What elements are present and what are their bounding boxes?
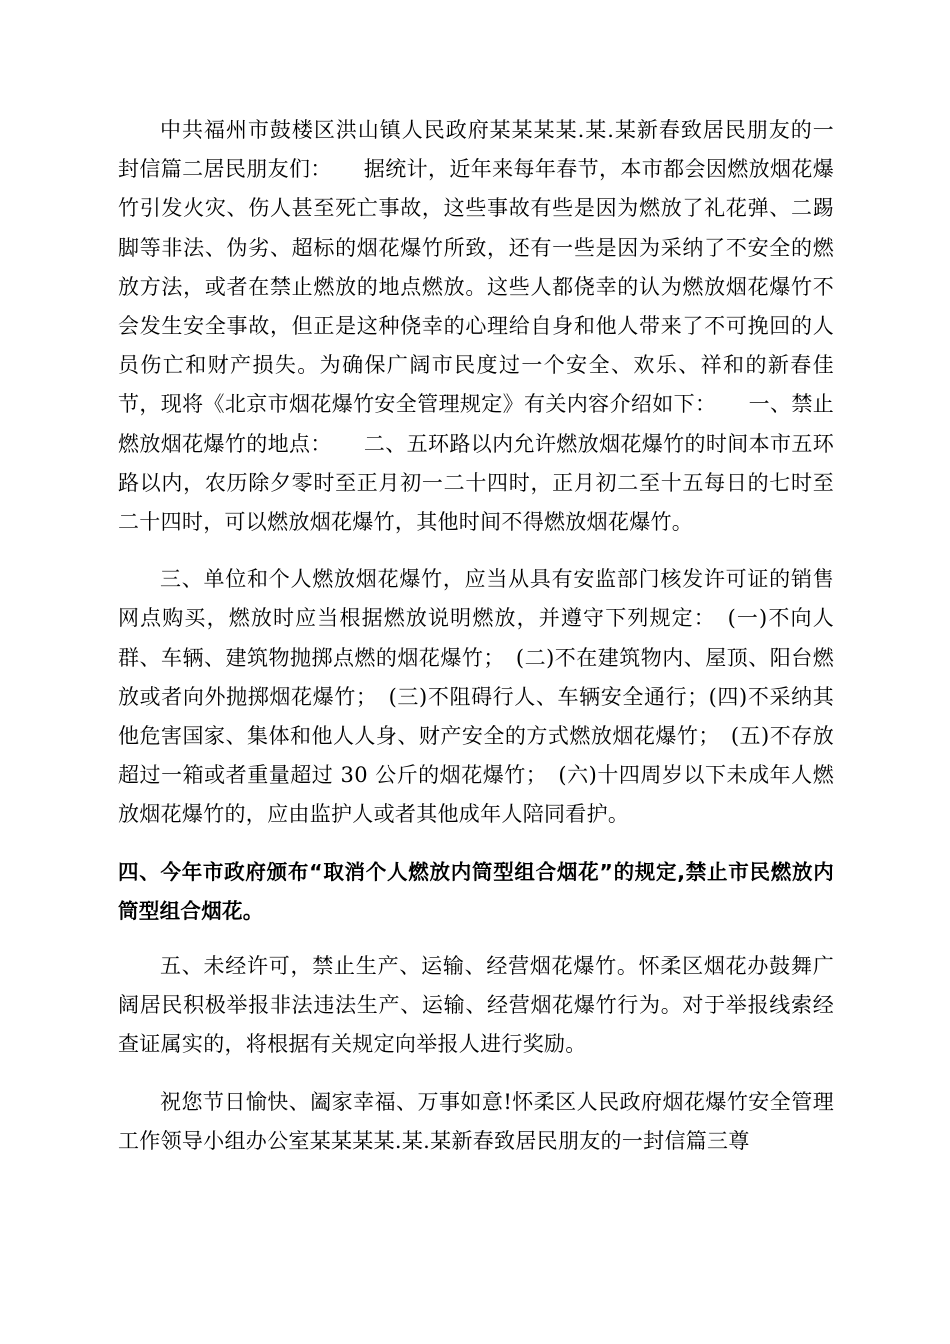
paragraph-rules: 三、单位和个人燃放烟花爆竹，应当从具有安监部门核发许可证的销售网点购买，燃放时应当根据燃放说明燃放，并遵守下列规定： (一)不向人群、车辆、建筑物抛掷点燃的烟花爆竹； (二)不在建筑物内、屋顶、阳台燃放或者向外抛掷烟花爆竹； (三)不阻碍行人、车辆安全通行；(四)不采纳其他危害国家、集体和他人人身、财产安全的方式燃放烟花爆竹； (五)不存放超过一箱或者重量超过 30 公斤的烟花爆竹； (六)十四周岁以下未成年人燃放烟花爆竹的，应由监护人或者其他成年人陪同看护。	[118, 567, 834, 827]
paragraph-license: 五、未经许可，禁止生产、运输、经营烟花爆竹。怀柔区烟花办鼓舞广阔居民积极举报非法违法生产、运输、经营烟花爆竹行为。对于举报线索经查证属实的，将根据有关规定向举报人进行奖励。	[118, 954, 834, 1057]
paragraph-bold-notice: 四、今年市政府颁布“取消个人燃放内筒型组合烟花”的规定,禁止市民燃放内筒型组合烟花。	[118, 859, 834, 923]
paragraph-closing: 祝您节日愉快、阖家幸福、万事如意!怀柔区人民政府烟花爆竹安全管理工作领导小组办公室某某某某.某.某新春致居民朋友的一封信篇三尊	[118, 1089, 834, 1153]
document-body	[118, 111, 834, 1161]
paragraph-intro: 中共福州市鼓楼区洪山镇人民政府某某某某.某.某新春致居民朋友的一封信篇二居民朋友们： 据统计，近年来每年春节，本市都会因燃放烟花爆竹引发火灾、伤人甚至死亡事故，这些事故有些是因为燃放了礼花弹、二踢脚等非法、伪劣、超标的烟花爆竹所致，还有一些是因为采纳了不安全的燃放方法，或者在禁止燃放的地点燃放。这些人都侥幸的认为燃放烟花爆竹不会发生安全事故，但正是这种侥幸的心理给自身和他人带来了不可挽回的人员伤亡和财产损失。为确保广阔市民度过一个安全、欢乐、祥和的新春佳节，现将《北京市烟花爆竹安全管理规定》有关内容介绍如下： 一、禁止燃放烟花爆竹的地点： 二、五环路以内允许燃放烟花爆竹的时间本市五环路以内，农历除夕零时至正月初一二十四时，正月初二至十五每日的七时至二十四时，可以燃放烟花爆竹，其他时间不得燃放烟花爆竹。	[118, 118, 834, 535]
